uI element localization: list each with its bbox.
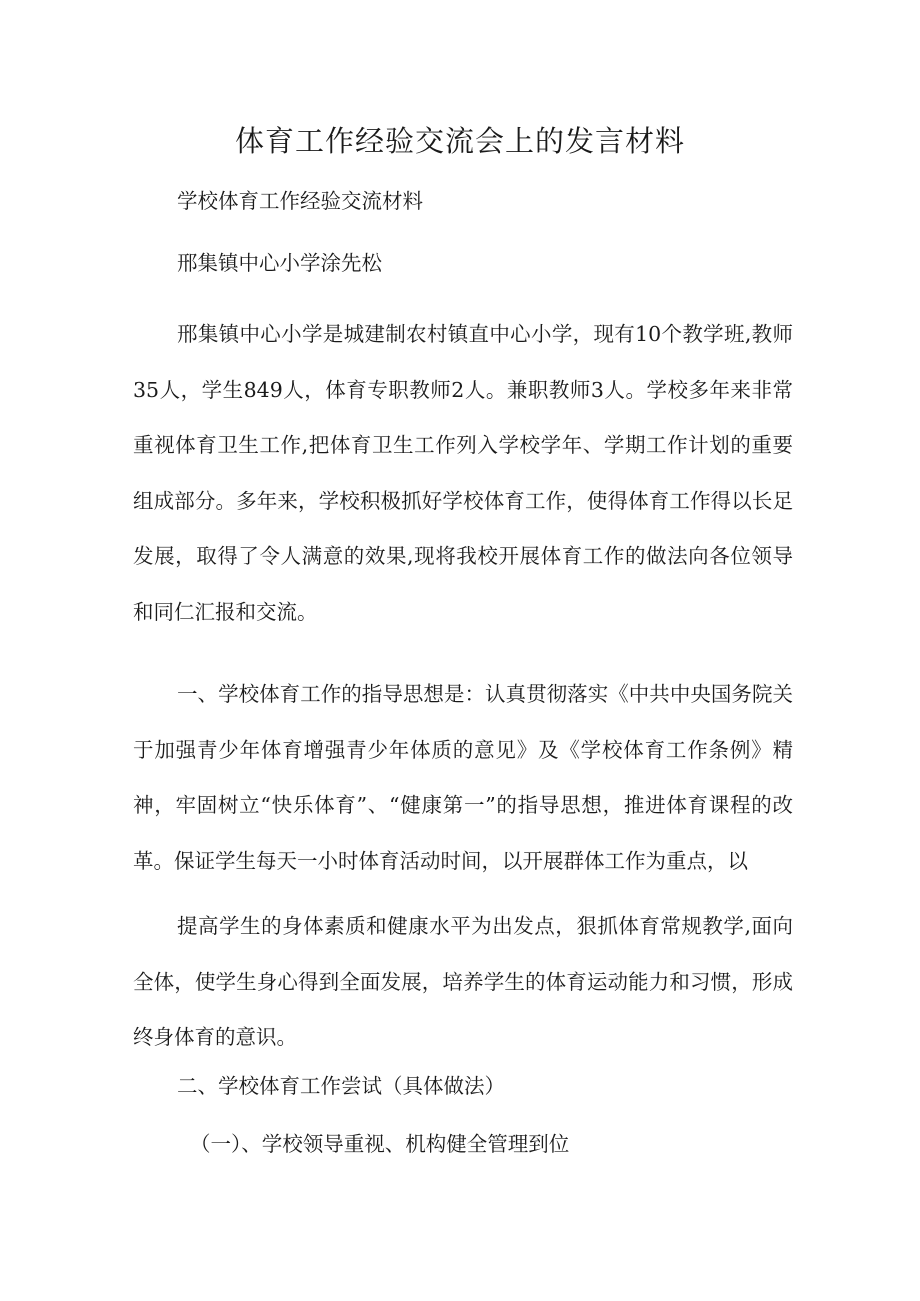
document-title: 体育工作经验交流会上的发言材料: [234, 124, 685, 158]
subsection-heading: （一）、学校领导重视、机构健全管理到位: [190, 1132, 570, 1156]
document-subtitle: 学校体育工作经验交流材料: [177, 189, 423, 213]
paragraph-intro: 邢集镇中心小学是城建制农村镇直中心小学，现有10个教学班,教师35人，学生849人，体育专职教师2人。兼职教师3人。学校多年来非常重视体育卫生工作,把体育卫生工作列入学校学年、学期工作计划的重要组成部分。多年来，学校积极抓好学校体育工作，使得体育工作得以长足发展，取得了令人满意的效果,现将我校开展体育工作的做法向各位领导和同仁汇报和交流。: [133, 322, 793, 624]
paragraph-goals: 提高学生的身体素质和健康水平为出发点，狠抓体育常规教学,面向全体，使学生身心得到全面发展，培养学生的体育运动能力和习惯，形成终身体育的意识。: [133, 914, 793, 1049]
document-author: 邢集镇中心小学涂先松: [177, 251, 382, 275]
paragraph-guiding-thought: 一、学校体育工作的指导思想是：认真贯彻落实《中共中央国务院关于加强青少年体育增强青少年体质的意见》及《学校体育工作条例》精神，牢固树立“快乐体育”、“健康第一”的指导思想，推进体育课程的改革。保证学生每天一小时体育活动时间，以开展群体工作为重点，以: [133, 682, 793, 873]
section-heading: 二、学校体育工作尝试（具体做法）: [177, 1074, 505, 1098]
